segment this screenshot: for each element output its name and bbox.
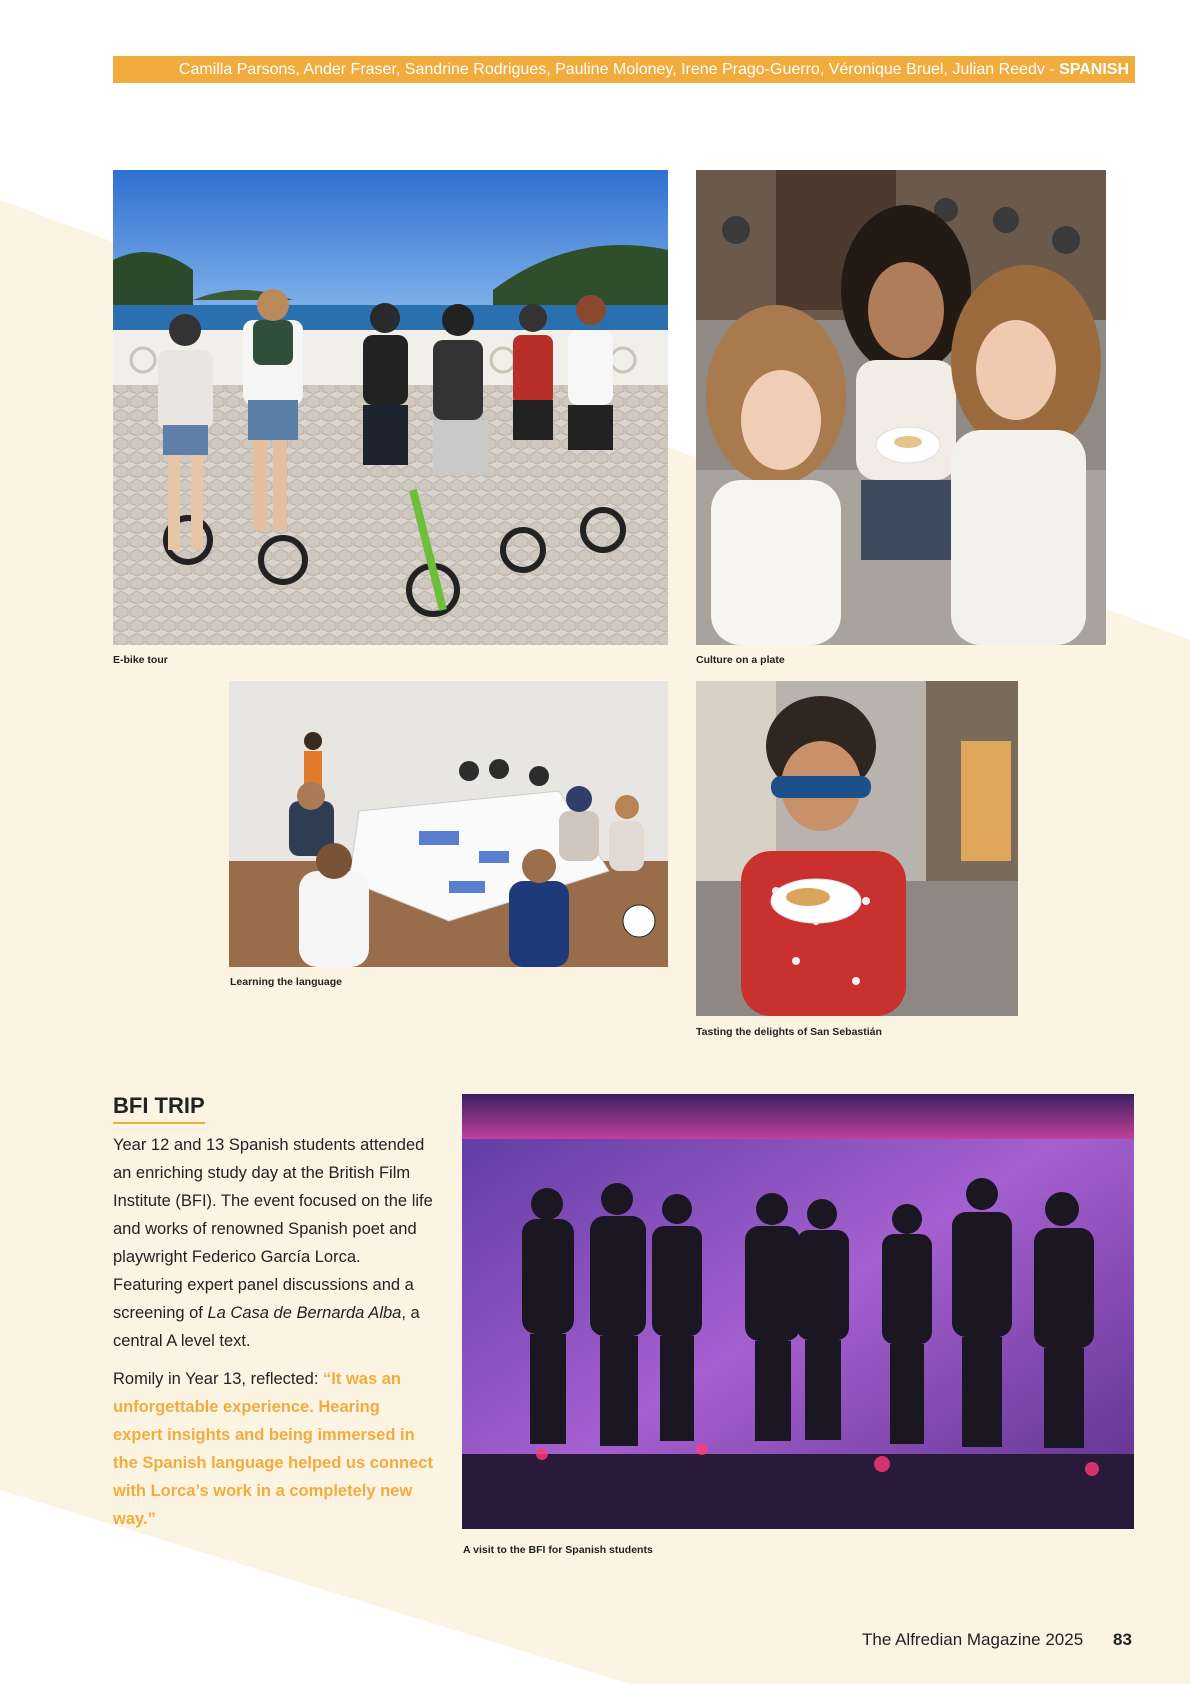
- learning-language-photo: [229, 681, 668, 967]
- paragraph-1-end: , a central A level text.: [113, 1304, 420, 1350]
- header-bar: [113, 56, 1135, 83]
- ebike-tour-photo: [113, 170, 668, 645]
- tasting-delights-caption: Tasting the delights of San Sebastián: [696, 1026, 882, 1038]
- page-number: 83: [1113, 1630, 1132, 1649]
- tasting-delights-photo: [696, 681, 1018, 1016]
- quote-intro: Romily in Year 13, reflected:: [113, 1370, 324, 1388]
- article-paragraph-2: [113, 1365, 433, 1533]
- play-title: La Casa de Bernarda Alba: [207, 1304, 402, 1322]
- article-body: [113, 1131, 433, 1543]
- culture-plate-caption: Culture on a plate: [696, 654, 785, 666]
- ebike-tour-caption: E-bike tour: [113, 654, 168, 666]
- culture-plate-photo: [696, 170, 1106, 645]
- article-title: BFI TRIP: [113, 1093, 205, 1124]
- learning-language-caption: Learning the language: [230, 976, 343, 988]
- student-quote: “It was an unforgettable experience. Hearing expert insights and being immersed in the Spanish language helped us connect with Lorca’s work in a completely new way.”: [113, 1370, 433, 1528]
- header-subject: SPANISH: [1059, 61, 1129, 78]
- footer-magazine-title: The Alfredian Magazine 2025: [862, 1630, 1084, 1649]
- bfi-visit-caption: A visit to the BFI for Spanish students: [463, 1544, 653, 1556]
- article-paragraph-1: [113, 1131, 433, 1355]
- paragraph-1-text: Year 12 and 13 Spanish students attended an enriching study day at the British Film Institute (BFI). The event focused on the life and works of renowned Spanish poet and playwright Federico García Lorca. Featuring expert panel discussions and a screening of: [113, 1136, 433, 1322]
- bfi-visit-photo: [462, 1094, 1134, 1529]
- header-authors: Camilla Parsons, Ander Fraser, Sandrine Rodrigues, Pauline Moloney, Irene Prago-Guerro, Véronique Bruel, Julian Reedv -: [178, 61, 1060, 78]
